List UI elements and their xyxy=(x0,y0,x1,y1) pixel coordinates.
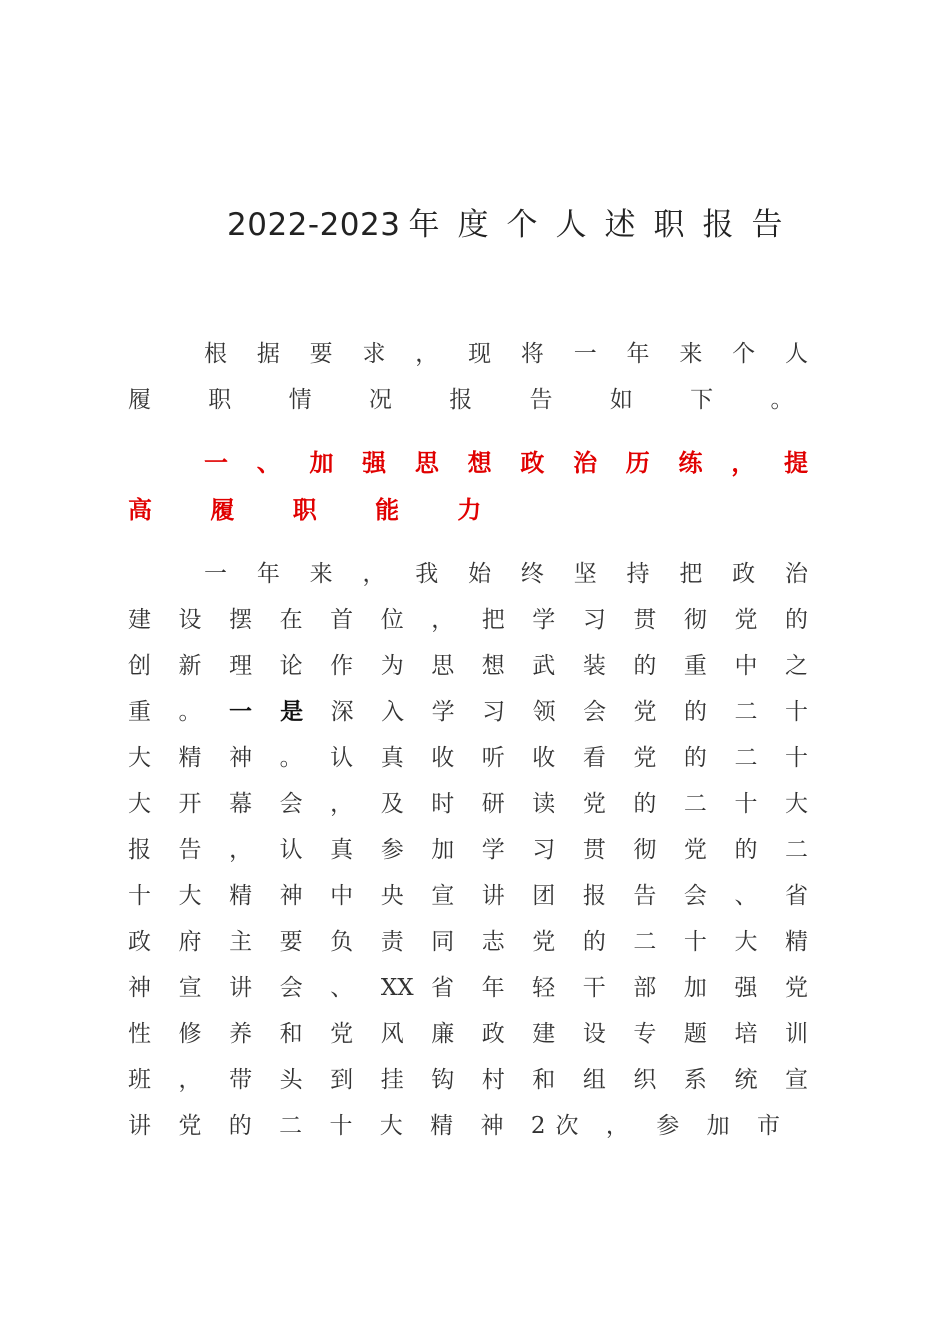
title-year: 2022-2023 xyxy=(227,207,401,243)
body-line-4 xyxy=(128,692,808,732)
body-line-8: 十 大 精 神 中 央 宣 讲 团 报 告 会 、 省 xyxy=(128,883,808,909)
body-line-4-pre: 重 。 xyxy=(128,699,212,725)
body-line-4-post: 深 入 学 习 领 会 党 的 二 十 xyxy=(330,699,809,725)
body-line-11: 性 修 养 和 党 风 廉 政 建 设 专 题 培 训 xyxy=(128,1021,808,1047)
body-line-9: 政 府 主 要 负 责 同 志 党 的 二 十 大 精 xyxy=(128,929,808,955)
intro-line-1: 根 据 要 求 ， 现 将 一 年 来 个 人 xyxy=(204,341,808,367)
emphasis-first-point: 一 是 xyxy=(228,698,314,725)
body-line-1: 一 年 来 ， 我 始 终 坚 持 把 政 治 xyxy=(204,561,808,587)
body-line-7: 报 告 ， 认 真 参 加 学 习 贯 彻 党 的 二 xyxy=(128,837,808,863)
section-1-heading-line-1: 一 、 加 强 思 想 政 治 历 练 ， 提 xyxy=(204,449,808,477)
body-line-13: 讲 党 的 二 十 大 精 神 2次 ， 参 加 市 xyxy=(128,1113,780,1139)
body-line-10: 神 宣 讲 会 、 XX 省 年 轻 干 部 加 强 党 xyxy=(128,975,808,1001)
title-text: 年度个人述职报告 xyxy=(408,207,801,243)
body-line-6: 大 开 幕 会 ， 及 时 研 读 党 的 二 十 大 xyxy=(128,791,808,817)
body-line-3: 创 新 理 论 作 为 思 想 武 装 的 重 中 之 xyxy=(128,653,808,679)
intro-line-2: 履 职 情 况 报 告 如 下 。 xyxy=(128,387,819,413)
body-line-2: 建 设 摆 在 首 位 ， 把 学 习 贯 彻 党 的 xyxy=(128,607,808,633)
section-1-heading-line-2: 高 履 职 能 力 xyxy=(128,496,507,524)
body-line-12: 班 ， 带 头 到 挂 钩 村 和 组 织 系 统 宣 xyxy=(128,1067,808,1093)
body-line-5: 大 精 神 。 认 真 收 听 收 看 党 的 二 十 xyxy=(128,745,808,771)
document-title xyxy=(227,200,807,250)
